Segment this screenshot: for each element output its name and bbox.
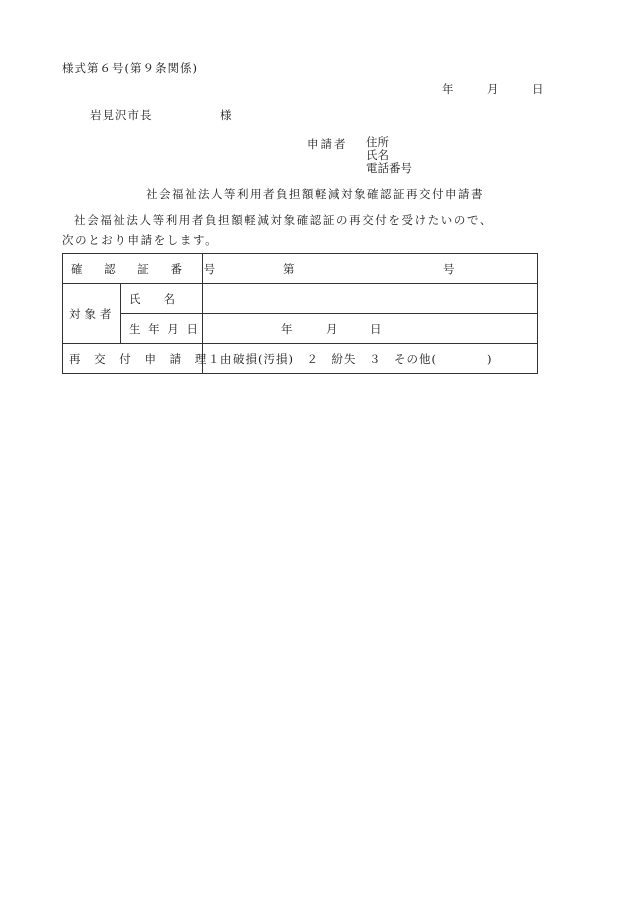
application-table: [62, 253, 538, 374]
table-row-reason: [63, 344, 538, 374]
cert-number-value-cell[interactable]: [203, 254, 538, 284]
applicant-fields: [366, 136, 412, 175]
table-row-cert-number: [63, 254, 538, 284]
reason-options-cell[interactable]: [203, 344, 538, 374]
addressee: 岩見沢市長: [90, 108, 153, 122]
cert-number-prefix: 第: [283, 261, 295, 276]
document-title: 社会福祉法人等利用者負担額軽減対象確認証再交付申請書: [146, 187, 484, 201]
body-line-2: 次のとおり申請をします。: [62, 233, 219, 247]
subject-label: 対象者: [69, 306, 116, 321]
reason-options: １ 破損(汚損) ２ 紛失 ３ その他( ): [208, 351, 493, 366]
body-line-1: 社会福祉法人等利用者負担額軽減対象確認証の再交付を受けたいので、: [74, 213, 493, 227]
body-text: [62, 210, 542, 250]
name-label: 氏 名: [129, 291, 175, 306]
subject-label-cell: [63, 284, 121, 344]
name-value-cell[interactable]: [203, 284, 538, 314]
birthdate-label-cell: [121, 314, 203, 344]
applicant-name-label: 氏名: [366, 148, 389, 162]
applicant-phone-label: 電話番号: [366, 161, 412, 175]
day-label: 日: [532, 82, 544, 96]
addressee-honorific: 様: [220, 108, 232, 122]
birthdate-label: 生 年 月 日: [129, 321, 200, 336]
applicant-address-label: 住所: [366, 135, 389, 149]
birth-month-label: 月: [326, 321, 338, 336]
cert-number-label: 確 認 証 番 号: [71, 261, 225, 276]
cert-number-label-cell: [63, 254, 225, 284]
cert-number-suffix: 号: [443, 261, 455, 276]
year-label: 年: [442, 82, 454, 96]
reason-label: 再 交 付 申 請 理 由: [69, 351, 237, 366]
birthdate-value-cell[interactable]: [203, 314, 538, 344]
table-row-name: [63, 284, 538, 314]
birth-year-label: 年: [281, 321, 293, 336]
applicant-label: 申請者: [307, 137, 348, 151]
name-label-cell: [121, 284, 203, 314]
form-number: 様式第６号(第９条関係): [62, 61, 198, 75]
table-row-birthdate: [63, 314, 538, 344]
reason-label-cell: [63, 344, 237, 374]
month-label: 月: [487, 82, 499, 96]
birth-day-label: 日: [370, 321, 382, 336]
